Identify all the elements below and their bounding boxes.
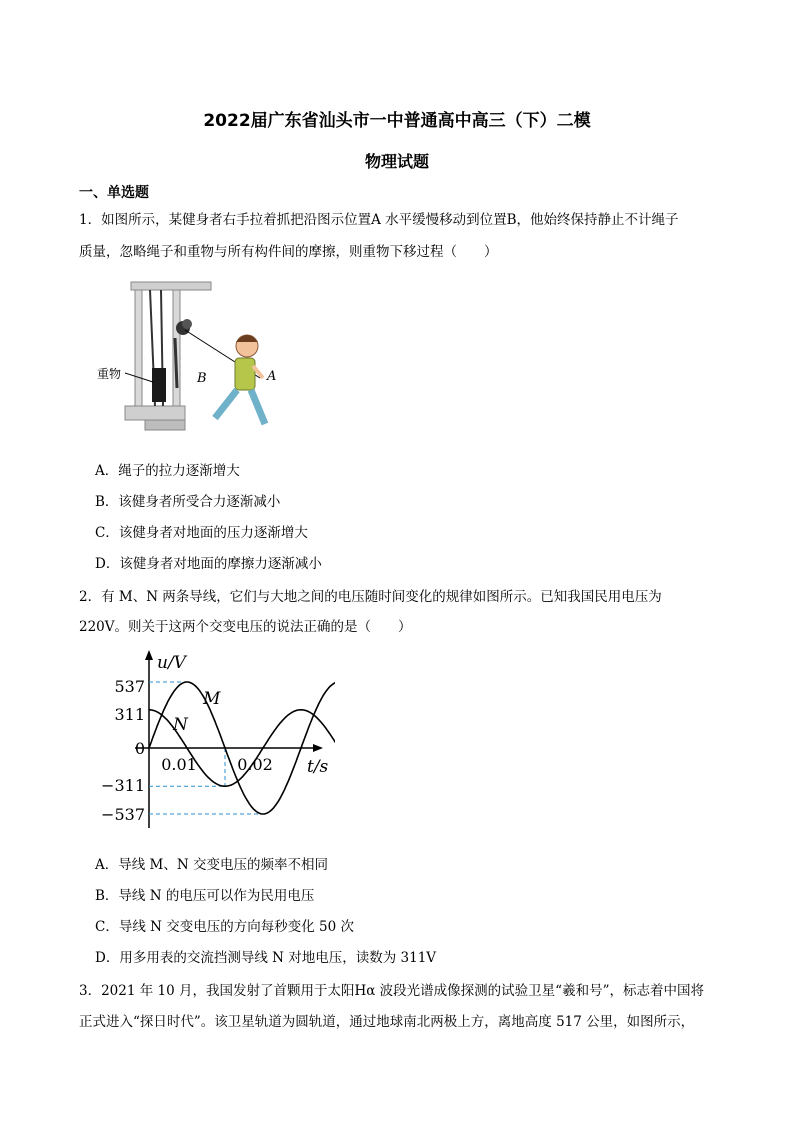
voltage-time-graph <box>95 646 335 836</box>
q1-option-c[interactable]: C．该健身者对地面的压力逐渐增大 <box>95 525 308 541</box>
y-tick-neg-537: −537 <box>101 805 145 824</box>
position-b-label: B <box>197 371 207 386</box>
q2-stem-line-2: 220V。则关于这两个交变电压的说法正确的是（ ） <box>79 619 412 635</box>
q1-stem-line-1: 1．如图所示，某健身者右手拉着抓把沿图示位置A 水平缓慢移动到位置B，他始终保持静止不计绳子 <box>79 212 679 228</box>
page-subtitle: 物理试题 <box>364 152 429 171</box>
section-heading: 一、单选题 <box>79 185 149 201</box>
q1-option-a[interactable]: A．绳子的拉力逐渐增大 <box>95 463 240 479</box>
q3-stem-line-1: 3．2021 年 10 月，我国发射了首颗用于太阳Hα 波段光谱成像探测的试验卫星“羲和号”，标志着中国将 <box>79 983 704 999</box>
y-tick-311: 311 <box>114 705 145 724</box>
x-axis-label: t/s <box>307 757 329 777</box>
q2-option-d[interactable]: D．用多用表的交流挡测导线 N 对地电压，读数为 311V <box>95 950 437 966</box>
q1-stem-line-2: 质量，忽略绳子和重物与所有构件间的摩擦，则重物下移过程（ ） <box>79 244 498 260</box>
x-axis-arrow <box>313 744 323 752</box>
y-axis-arrow <box>145 650 153 660</box>
y-tick-neg-311: −311 <box>101 776 145 795</box>
q2-option-c[interactable]: C．导线 N 交变电压的方向每秒变化 50 次 <box>95 919 354 935</box>
page-title: 2022届广东省汕头市一中普通高中高三（下）二模 <box>203 111 591 131</box>
position-a-label: A <box>267 369 277 384</box>
x-tick-002: 0.02 <box>237 755 273 774</box>
q3-stem-line-2: 正式进入“探日时代”。该卫星轨道为圆轨道，通过地球南北两极上方，离地高度 517 公里，如图所示， <box>79 1014 695 1030</box>
q2-option-b[interactable]: B．导线 N 的电压可以作为民用电压 <box>95 888 315 904</box>
series-n-label: N <box>173 715 188 735</box>
q1-option-b[interactable]: B．该健身者所受合力逐渐减小 <box>95 494 281 510</box>
q2-option-a[interactable]: A．导线 M、N 交变电压的频率不相同 <box>95 857 328 873</box>
y-tick-0: 0 <box>134 739 145 758</box>
x-tick-001: 0.01 <box>161 755 197 774</box>
q2-stem-line-1: 2．有 M、N 两条导线，它们与大地之间的电压随时间变化的规律如图所示。已知我国民用电压为 <box>79 589 662 605</box>
series-m-label: M <box>203 689 221 709</box>
q1-option-d[interactable]: D．该健身者对地面的摩擦力逐渐减小 <box>95 556 322 572</box>
y-tick-537: 537 <box>114 677 145 696</box>
y-axis-label: u/V <box>157 653 186 673</box>
weight-label: 重物 <box>97 367 122 381</box>
gym-machine-figure <box>95 278 295 438</box>
